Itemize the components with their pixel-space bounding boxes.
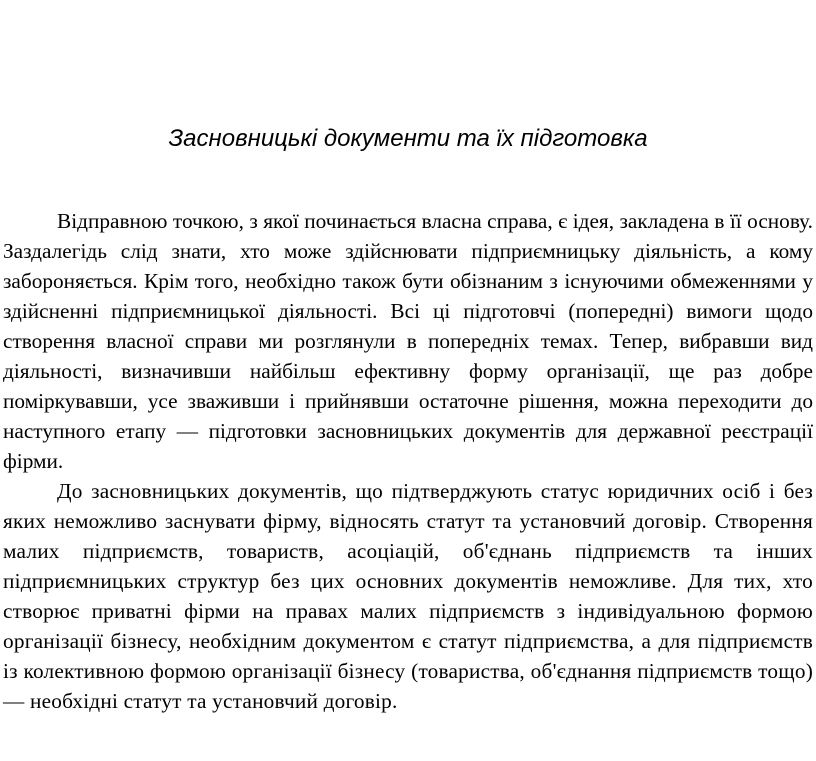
paragraph-2: До засновницьких документів, що підтверджують статус юридичних осіб і без яких неможливо заснувати фірму, відносять статут та установчий договір. Створення малих підприємств, товариств, асоціацій, об'єднань підприємств та інших підприємницьких структур без цих основних документів неможливе. Для тих, хто створює приватні фірми на правах малих підприємств з індивідуальною формою організації бізнесу, необхідним документом є статут підприємства, а для підприємств із колективною формою організації бізнесу (товариства, об'єднання підприємств тощо) — необхідні статут та установчий договір.	[3, 479, 813, 713]
paragraph-1: Відправною точкою, з якої починається власна справа, є ідея, закладена в її основу. Заздалегідь слід знати, хто може здійснювати підприємницьку діяльність, а кому забороняється. Крім того, необхідно також бути обізнаним з існуючими обмеженнями у здійсненні підприємницької діяльності. Всі ці підготовчі (попередні) вимоги щодо створення власної справи ми розглянули в попередніх темах. Тепер, вибравши вид діяльності, визначивши найбільш ефективну форму організації, ще раз добре поміркувавши, усе зваживши і прийнявши остаточне рішення, можна переходити до наступного етапу — підготовки засновницьких документів для державної реєстрації фірми.	[3, 209, 813, 473]
document-title: Засновницькі документи та їх підготовка	[168, 125, 648, 152]
document-body	[3, 206, 813, 716]
